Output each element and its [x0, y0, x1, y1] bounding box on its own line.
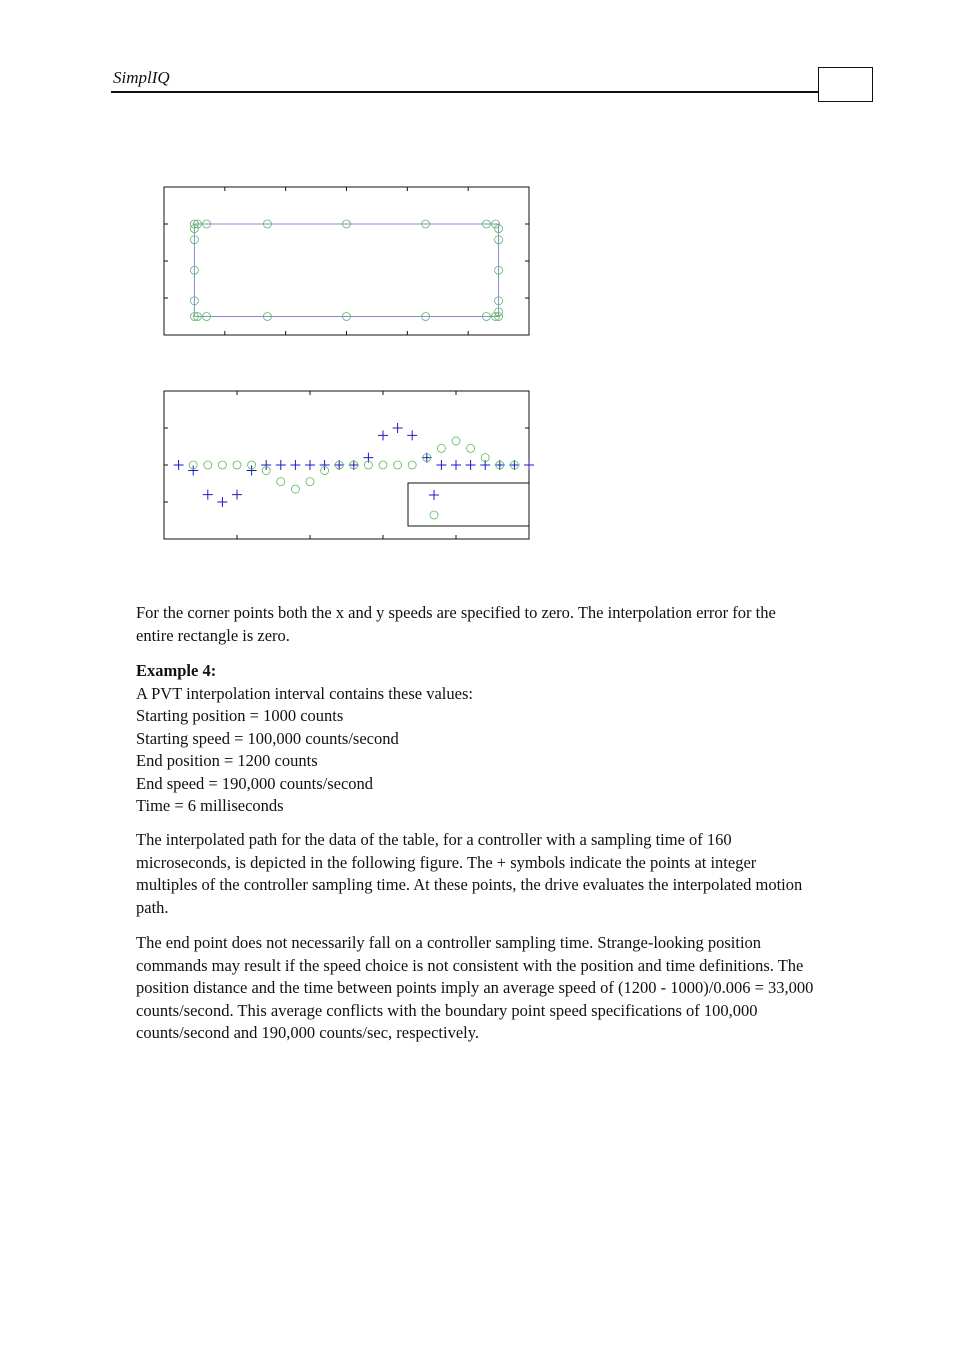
circle-point: [437, 444, 445, 452]
plus-point: [217, 497, 227, 507]
paragraph-end-point: [136, 932, 816, 1045]
plus-point: [334, 460, 344, 470]
plus-point: [378, 430, 388, 440]
plus-point: [203, 490, 213, 500]
plus-point: [232, 490, 242, 500]
example-heading: Example 4:: [136, 661, 217, 680]
example-line: End speed = 190,000 counts/second: [136, 773, 374, 793]
figure-plots: [0, 0, 954, 580]
circle-point: [452, 437, 460, 445]
path-line: [194, 224, 498, 317]
example-line: Time = 6 milliseconds: [136, 796, 284, 815]
plus-point: [436, 460, 446, 470]
plus-point: [305, 460, 315, 470]
circle-point: [291, 485, 299, 493]
circle-point: [408, 461, 416, 469]
circle-point: [394, 461, 402, 469]
speed-profile-plot: [164, 391, 534, 539]
paragraph-text: The end point does not necessarily fall on a controller sampling time. Strange-looking position commands may result if the speed choice is not consistent with the position and time definitions. The position distance and the time between points imply an average speed of (1200 - 1000)/0.006 = 33,000 counts/second. This average conflicts with the boundary point speed specifications of 100,000 counts/second and 190,000 counts/sec, respectively.: [136, 933, 814, 1042]
example-line: A PVT interpolation interval contains these values:: [136, 683, 473, 703]
plus-point: [174, 460, 184, 470]
circle-point: [204, 461, 212, 469]
circle-point: [306, 478, 314, 486]
circle-point: [467, 444, 475, 452]
paragraph-interpolated-path: [136, 829, 816, 919]
plus-point: [422, 453, 432, 463]
legend-box: [408, 483, 529, 526]
paragraph-text: The interpolated path for the data of the table, for a controller with a sampling time of 160 microseconds, is depicted in the following figure. The + symbols indicate the points at integer multiples of the controller sampling time. At these points, the drive evaluates the interpolated motion path.: [136, 830, 803, 917]
example-4-block: [136, 660, 816, 818]
header-title: SimplIQ: [113, 68, 170, 87]
plus-point: [393, 423, 403, 433]
example-line: Starting speed = 100,000 counts/second: [136, 728, 399, 748]
plus-point: [290, 460, 300, 470]
plus-point: [349, 460, 359, 470]
paragraph-corner-points: [136, 602, 816, 647]
plus-point: [451, 460, 461, 470]
plus-point: [466, 460, 476, 470]
example-line: End position = 1200 counts: [136, 751, 318, 770]
circle-point: [277, 478, 285, 486]
legend: [408, 483, 529, 526]
plus-point: [509, 460, 519, 470]
rectangle-path-plot: [164, 187, 529, 335]
plus-point: [407, 430, 417, 440]
circle-point: [233, 461, 241, 469]
example-line: Starting position = 1000 counts: [136, 706, 344, 725]
paragraph-text: For the corner points both the x and y speeds are specified to zero. The interpolation error for the entire rectangle is zero.: [136, 603, 776, 645]
circle-point: [379, 461, 387, 469]
plus-point: [495, 460, 505, 470]
plus-point: [524, 460, 534, 470]
circle-point: [218, 461, 226, 469]
plus-point: [276, 460, 286, 470]
